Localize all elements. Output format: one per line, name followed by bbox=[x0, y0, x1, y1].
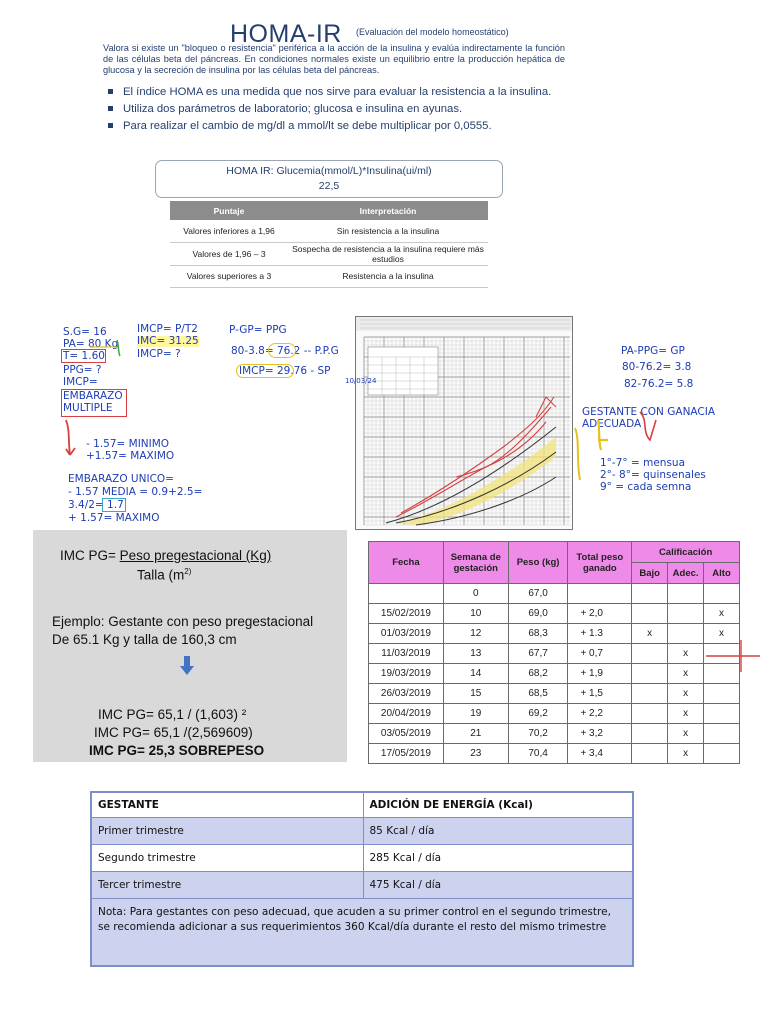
table-row bbox=[369, 724, 740, 744]
table-cell bbox=[704, 684, 740, 704]
table-cell: x bbox=[668, 684, 704, 704]
table-cell: 01/03/2019 bbox=[369, 624, 444, 644]
table-header: Peso (kg) bbox=[508, 542, 568, 584]
table-header: Fecha bbox=[369, 542, 444, 584]
imc-calc-1: IMC PG= 65,1 / (1,603) ² bbox=[98, 707, 247, 722]
table-row bbox=[369, 664, 740, 684]
table-cell: 20/04/2019 bbox=[369, 704, 444, 724]
imc-example-line2: De 65.1 Kg y talla de 160,3 cm bbox=[52, 632, 237, 647]
note-embarazo: EMBARAZO bbox=[63, 390, 123, 402]
table-cell: Sospecha de resistencia a la insulina requiere más estudios bbox=[288, 242, 488, 265]
note-max2: + 1.57= MAXIMO bbox=[68, 512, 160, 524]
table-cell: Valores superiores a 3 bbox=[170, 265, 288, 287]
table-cell: 15/02/2019 bbox=[369, 604, 444, 624]
energy-note: Nota: Para gestantes con peso adecuad, que acuden a su primer control en el segundo trimestre, se recomienda adicionar a sus requerimientos 360 Kcal/día durante el resto del mismo trimestre bbox=[91, 898, 633, 966]
homa-divisor: 22,5 bbox=[318, 180, 340, 192]
imc-example-panel bbox=[33, 530, 347, 762]
homa-bullet: El índice HOMA es una medida que nos sirve para evaluar la resistencia a la insulina. bbox=[106, 85, 566, 99]
table-cell: 69,2 bbox=[508, 704, 568, 724]
table-cell: + 1,9 bbox=[568, 664, 632, 684]
note-imcp-q: IMCP= ? bbox=[137, 348, 181, 360]
table-cell: 475 Kcal / día bbox=[363, 871, 633, 898]
table-cell: 13 bbox=[443, 644, 508, 664]
imc-formula-den-text: Talla (m bbox=[137, 567, 185, 583]
homa-formula-box bbox=[155, 160, 503, 198]
table-cell: 21 bbox=[443, 724, 508, 744]
table-row bbox=[369, 584, 740, 604]
table-cell: + 3,2 bbox=[568, 724, 632, 744]
table-subheader: Bajo bbox=[632, 563, 668, 584]
homa-interpretation-table bbox=[170, 201, 488, 288]
table-header: ADICIÓN DE ENERGÍA (Kcal) bbox=[363, 792, 633, 817]
note-div-box bbox=[102, 498, 126, 512]
imc-formula bbox=[60, 548, 271, 563]
table-cell bbox=[704, 724, 740, 744]
imc-formula-numerator: Peso pregestacional (Kg) bbox=[119, 548, 272, 563]
note-imcp-result: IMCP= 29.76 - SP bbox=[239, 365, 331, 377]
table-header: Semana de gestación bbox=[443, 542, 508, 584]
table-header: GESTANTE bbox=[91, 792, 363, 817]
table-cell: Primer trimestre bbox=[91, 817, 363, 844]
table-cell: 67,0 bbox=[508, 584, 568, 604]
note-imcp-circle bbox=[236, 364, 294, 378]
note-multiple: MULTIPLE bbox=[63, 402, 113, 414]
table-row bbox=[369, 684, 740, 704]
table-cell bbox=[632, 724, 668, 744]
note-media: - 1.57 MEDIA = 0.9+2.5= bbox=[68, 486, 203, 498]
table-cell: x bbox=[668, 644, 704, 664]
table-cell: 10 bbox=[443, 604, 508, 624]
chart-grid bbox=[356, 317, 573, 530]
homa-intro: Valora si existe un "bloqueo o resistencia" periférica a la acción de la insulina y evalúa indirectamente la función de las células beta del páncreas. En condiciones normales existe un equilibrio entre la producción hepática de glucosa y la secreción de insulina por las células beta del páncreas. bbox=[103, 43, 565, 75]
note-ppg-circle bbox=[268, 343, 296, 358]
imc-formula-den-sup: 2) bbox=[184, 567, 192, 576]
table-row bbox=[91, 817, 633, 844]
table-cell bbox=[568, 584, 632, 604]
imc-formula-lhs: IMC PG= bbox=[60, 548, 120, 563]
table-cell bbox=[704, 664, 740, 684]
weight-gain-table bbox=[368, 541, 740, 764]
table-cell bbox=[668, 604, 704, 624]
imc-example-line1: Ejemplo: Gestante con peso pregestacional bbox=[52, 614, 314, 629]
table-cell: x bbox=[668, 724, 704, 744]
table-row bbox=[170, 265, 488, 287]
homa-bullet-list bbox=[106, 85, 566, 136]
table-cell: 68,2 bbox=[508, 664, 568, 684]
note-gp: PA-PPG= GP bbox=[621, 345, 685, 357]
table-cell: 70,2 bbox=[508, 724, 568, 744]
imc-calc-2: IMC PG= 65,1 /(2,569609) bbox=[94, 725, 253, 740]
table-cell: + 1.3 bbox=[568, 624, 632, 644]
note-gp-1: 80-76.2= 3.8 bbox=[622, 361, 692, 373]
table-cell bbox=[668, 584, 704, 604]
table-cell bbox=[632, 604, 668, 624]
table-cell: Tercer trimestre bbox=[91, 871, 363, 898]
table-cell bbox=[632, 584, 668, 604]
note-maximo: +1.57= MAXIMO bbox=[86, 450, 175, 462]
table-cell bbox=[632, 644, 668, 664]
table-subheader: Adec. bbox=[668, 563, 704, 584]
table-cell: x bbox=[668, 664, 704, 684]
table-row bbox=[369, 644, 740, 664]
table-cell bbox=[704, 744, 740, 764]
table-cell bbox=[668, 624, 704, 644]
table-cell: 85 Kcal / día bbox=[363, 817, 633, 844]
table-row bbox=[91, 871, 633, 898]
homa-bullet: Utiliza dos parámetros de laboratorio; glucosa e insulina en ayunas. bbox=[106, 102, 566, 116]
table-cell: 15 bbox=[443, 684, 508, 704]
table-row bbox=[170, 242, 488, 265]
homa-title: HOMA-IR bbox=[230, 20, 342, 48]
note-status-1: GESTANTE CON GANACIA bbox=[582, 406, 716, 418]
homa-subtitle: (Evaluación del modelo homeostático) bbox=[356, 27, 509, 37]
table-cell: x bbox=[668, 704, 704, 724]
table-cell: Segundo trimestre bbox=[91, 844, 363, 871]
table-cell: x bbox=[632, 624, 668, 644]
table-header: Total peso ganado bbox=[568, 542, 632, 584]
table-cell: + 3,4 bbox=[568, 744, 632, 764]
note-minimo: - 1.57= MINIMO bbox=[86, 438, 170, 450]
imc-result: IMC PG= 25,3 SOBREPESO bbox=[89, 743, 265, 758]
table-cell: + 2,2 bbox=[568, 704, 632, 724]
table-cell: x bbox=[704, 604, 740, 624]
table-cell bbox=[632, 704, 668, 724]
homa-bullet: Para realizar el cambio de mg/dl a mmol/lt se debe multiplicar por 0,0555. bbox=[106, 119, 566, 133]
table-cell: 68,5 bbox=[508, 684, 568, 704]
table-cell: x bbox=[668, 744, 704, 764]
table-cell: Sin resistencia a la insulina bbox=[288, 220, 488, 242]
note-status-2: ADECUADA bbox=[582, 418, 642, 430]
table-cell bbox=[369, 584, 444, 604]
homa-formula: HOMA IR: Glucemia(mmol/L)*Insulina(ui/ml) bbox=[226, 165, 432, 177]
note-t-box bbox=[61, 349, 106, 363]
table-cell: + 2,0 bbox=[568, 604, 632, 624]
chart-date: 10/03/24 bbox=[345, 377, 377, 385]
table-cell bbox=[704, 704, 740, 724]
table-row bbox=[369, 704, 740, 724]
note-schedule-2: 2°- 8°= quinsenales bbox=[600, 469, 706, 481]
table-row bbox=[369, 744, 740, 764]
table-cell bbox=[632, 664, 668, 684]
table-cell: 19 bbox=[443, 704, 508, 724]
note-imcp-formula: IMCP= P/T2 bbox=[137, 323, 198, 335]
table-cell: Resistencia a la insulina bbox=[288, 265, 488, 287]
table-cell: 17/05/2019 bbox=[369, 744, 444, 764]
note-unico: EMBARAZO UNICO= bbox=[68, 473, 174, 485]
table-cell: 19/03/2019 bbox=[369, 664, 444, 684]
table-row bbox=[91, 898, 633, 966]
note-sg: S.G= 16 bbox=[63, 326, 107, 338]
note-ppg-calc: 80-3.8= 76.2 -- P.P.G bbox=[231, 345, 339, 357]
note-schedule-3: 9° = cada semna bbox=[600, 481, 692, 493]
table-header: Interpretación bbox=[288, 201, 488, 220]
note-ppg: PPG= ? bbox=[63, 364, 102, 376]
table-row bbox=[170, 220, 488, 242]
table-cell: 0 bbox=[443, 584, 508, 604]
table-cell: 70,4 bbox=[508, 744, 568, 764]
table-cell: 68,3 bbox=[508, 624, 568, 644]
table-cell: 69,0 bbox=[508, 604, 568, 624]
table-cell: Valores inferiores a 1,96 bbox=[170, 220, 288, 242]
table-row bbox=[91, 844, 633, 871]
table-cell: x bbox=[704, 624, 740, 644]
table-cell: Valores de 1,96 – 3 bbox=[170, 242, 288, 265]
table-cell bbox=[704, 584, 740, 604]
note-imcp: IMCP= bbox=[63, 376, 98, 388]
table-cell: 03/05/2019 bbox=[369, 724, 444, 744]
table-header: Calificación bbox=[632, 542, 740, 563]
note-embarazo-box bbox=[61, 389, 127, 417]
table-cell bbox=[704, 644, 740, 664]
energy-addition-table bbox=[90, 791, 634, 967]
note-t: T= 1.60 bbox=[63, 350, 105, 362]
table-cell: 12 bbox=[443, 624, 508, 644]
table-row bbox=[369, 624, 740, 644]
note-imc: IMC= 31.25 bbox=[137, 335, 199, 347]
table-subheader: Alto bbox=[704, 563, 740, 584]
table-cell bbox=[632, 744, 668, 764]
note-pa-text: PA= 80 Kg bbox=[63, 338, 119, 350]
weight-gain-chart bbox=[355, 316, 573, 530]
table-cell: 67,7 bbox=[508, 644, 568, 664]
note-gp-2: 82-76.2= 5.8 bbox=[624, 378, 694, 390]
table-header: Puntaje bbox=[170, 201, 288, 220]
table-row bbox=[369, 604, 740, 624]
imc-formula-denominator bbox=[137, 567, 191, 583]
table-cell: + 1,5 bbox=[568, 684, 632, 704]
table-cell bbox=[632, 684, 668, 704]
note-schedule-1: 1°-7° = mensua bbox=[600, 457, 686, 469]
table-cell: 14 bbox=[443, 664, 508, 684]
note-div: 3.4/2= 1.7 bbox=[68, 499, 124, 511]
table-cell: 285 Kcal / día bbox=[363, 844, 633, 871]
arrow-down-icon bbox=[180, 656, 194, 675]
table-cell: 26/03/2019 bbox=[369, 684, 444, 704]
note-pgp: P-GP= PPG bbox=[229, 324, 287, 336]
table-cell: 11/03/2019 bbox=[369, 644, 444, 664]
table-cell: 23 bbox=[443, 744, 508, 764]
table-cell: + 0,7 bbox=[568, 644, 632, 664]
